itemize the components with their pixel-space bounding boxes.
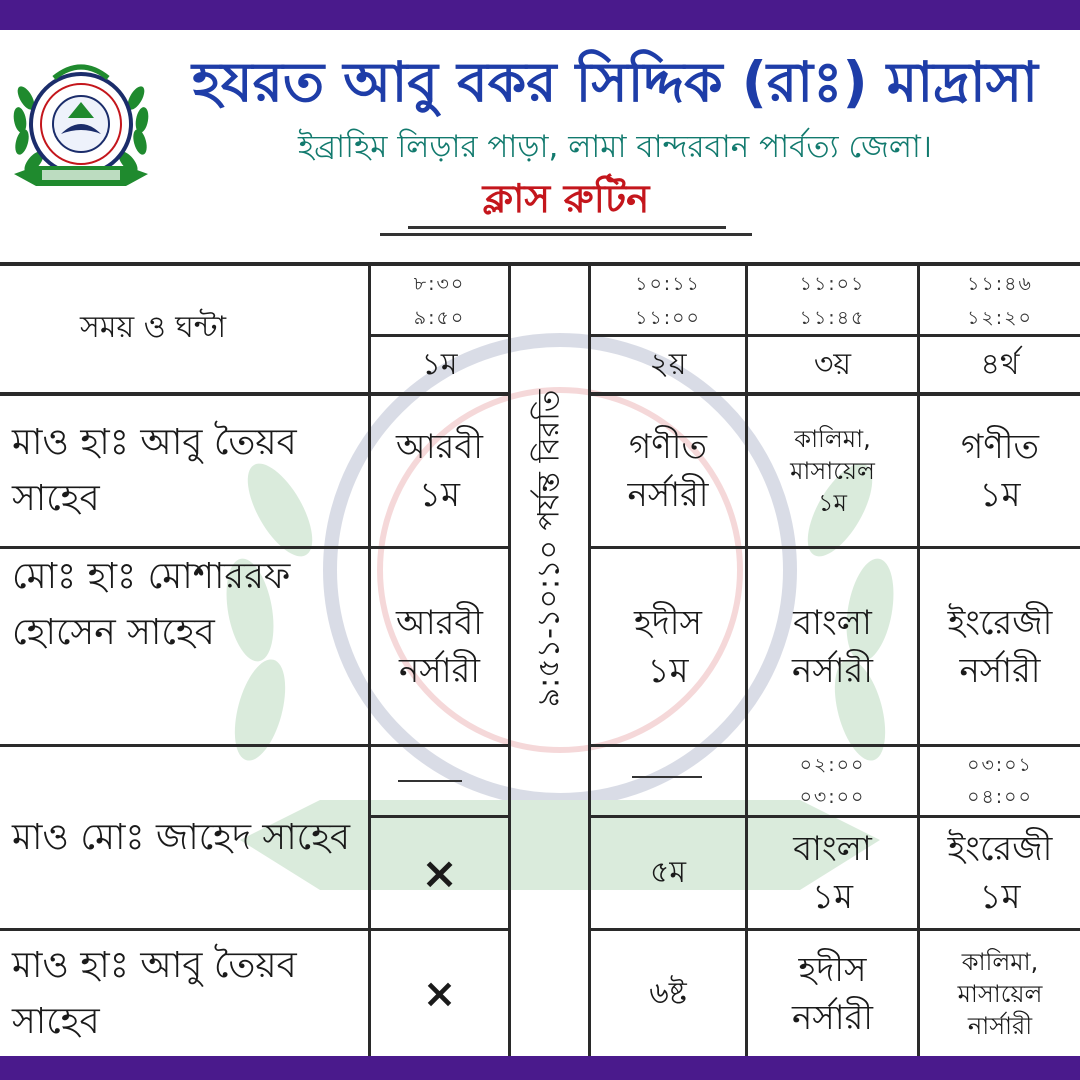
period-4: ৪র্থ <box>980 346 1020 382</box>
subject-cell: বাংলা নর্সারী <box>791 602 874 691</box>
routine-heading: ক্লাস রুটিন <box>482 177 650 222</box>
subject-cell: কালিমা, মাসায়েল নার্সারী <box>957 947 1043 1040</box>
madrasa-address: ইব্রাহিম লিড়ার পাড়া, লামা বান্দরবান পার্বত্য জেলা। <box>297 129 933 165</box>
period-3: ৩য় <box>813 346 852 382</box>
no-class-mark: × <box>422 970 457 1017</box>
subject-cell: হদীস ১ম <box>634 602 702 691</box>
time-slot-1: ৮:৩০ ৯:৫০ <box>413 273 466 329</box>
subject-cell: গণীত ১ম <box>960 427 1040 515</box>
subject-cell: আরবী ১ম <box>395 427 483 515</box>
time-slot-3: ১১:০১ ১১:৪৫ <box>799 273 866 329</box>
break-label: ৯:৫১-১০:১০ পর্যন্ত বিরতি <box>531 389 567 707</box>
time-slot-4: ১১:৪৬ ১২:২০ <box>967 273 1033 329</box>
time-slot-2: ১০:১১ ১১:০০ <box>635 273 701 329</box>
heading-underline-2 <box>380 233 752 236</box>
madrasa-title: হযরত আবু বকর সিদ্দিক (রাঃ) মাদ্রাসা <box>192 50 1038 114</box>
subject-cell: গণীত নর্সারী <box>627 427 709 515</box>
teacher-name: মাও হাঃ আবু তৈয়ব সাহেব <box>12 422 297 519</box>
bottom-border <box>0 1056 1080 1080</box>
subject-cell: ইংরেজী ১ম <box>947 829 1053 917</box>
heading-underline <box>408 226 726 229</box>
teacher-name: মাও মোঃ জাহেদ সাহেব <box>12 816 351 858</box>
subject-cell: আরবী নর্সারী <box>395 602 483 691</box>
teacher-name: মোঃ হাঃ মোশাররফ হোসেন সাহেব <box>12 556 291 653</box>
empty-slot-dash <box>398 780 462 782</box>
time-slot-afternoon-2: ০৩:০১ ০৪:০০ <box>967 754 1033 808</box>
madrasa-logo <box>6 38 156 198</box>
time-slot-afternoon-1: ০২:০০ ০৩:০০ <box>799 754 866 808</box>
class-cell: ৫ম <box>649 855 687 890</box>
no-class-mark: × <box>421 847 458 899</box>
time-header-label: সময় ও ঘন্টা <box>80 310 227 345</box>
subject-cell: কালিমা, মাসায়েল ১ম <box>790 425 875 517</box>
subject-cell: হদীস নর্সারী <box>791 949 874 1038</box>
period-2: ২য় <box>649 346 687 382</box>
period-1: ১ম <box>421 346 458 382</box>
subject-cell: ইংরেজী নর্সারী <box>947 602 1053 691</box>
class-cell: ৬ষ্ট <box>649 975 687 1011</box>
empty-slot-dash <box>632 776 702 778</box>
subject-cell: বাংলা ১ম <box>793 829 872 917</box>
top-border <box>0 0 1080 30</box>
teacher-name: মাও হাঃ আবু তৈয়ব সাহেব <box>12 944 297 1042</box>
